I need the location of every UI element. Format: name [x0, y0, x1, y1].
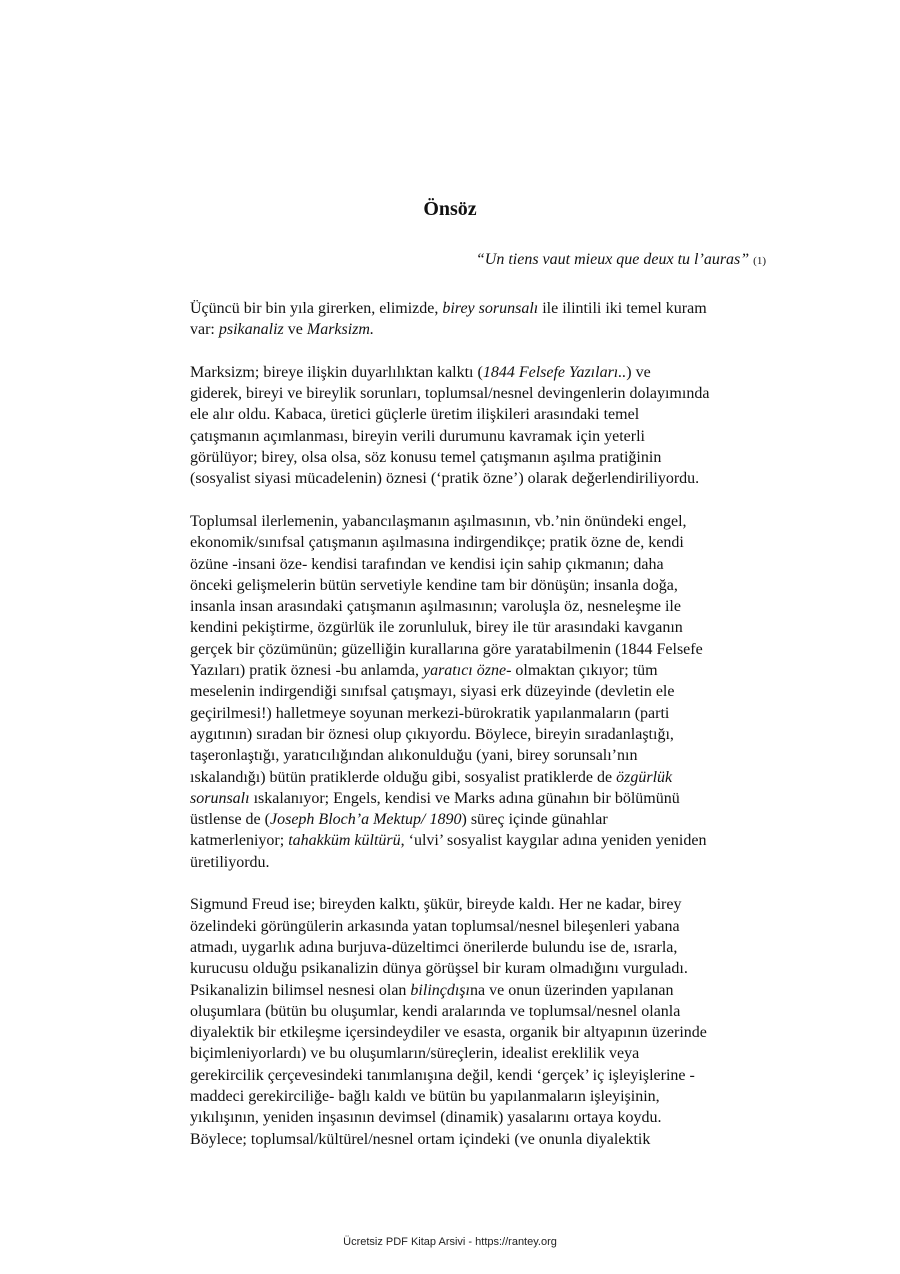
text-run: ) süreç içinde günahlar [461, 811, 608, 829]
text-line [190, 596, 770, 617]
text-run: Sigmund Freud ise; bireyden kalktı, şükür, bireyde kaldı. Her ne kadar, birey [190, 896, 682, 914]
text-line [190, 1129, 770, 1150]
text-line [190, 426, 770, 447]
text-run: özelindeki görüngülerin arkasında yatan toplumsal/nesnel bileşenleri yabana [190, 917, 680, 935]
text-run: görülüyor; birey, olsa olsa, söz konusu temel çatışmanın aşılma pratiğinin [190, 449, 662, 467]
text-line [190, 468, 770, 489]
text-line [190, 788, 770, 809]
text-line [190, 554, 770, 575]
text-run: çatışmanın açımlanması, bireyin verili durumunu kavramak için yeterli [190, 427, 645, 445]
emphasis-text: psikanaliz [218, 321, 284, 339]
text-run: diyalektik bir etkileşme içersindeydiler ve esasta, organik bir altyapının üzerinde [190, 1024, 707, 1042]
text-line [190, 1107, 770, 1128]
emphasis-text: yaratıcı özne [422, 662, 507, 680]
text-line [190, 937, 770, 958]
text-line [190, 745, 770, 766]
text-run: aygıtının) sıradan bir öznesi olup çıkıyordu. Böylece, bireyin sıradanlaştığı, [190, 725, 674, 743]
emphasis-text: sorunsalı [190, 789, 250, 807]
text-line [190, 298, 780, 319]
text-line [190, 767, 770, 788]
text-run: gerekircilik çerçevesindeki tanımlanışına değil, kendi ‘gerçek’ iç işleyişlerine - [190, 1066, 695, 1084]
text-line [190, 575, 770, 596]
text-run: kurucusu olduğu psikanalizin dünya görüşsel bir kuram olmadığını vurguladı. [190, 960, 688, 978]
text-run: var: [190, 321, 219, 339]
text-run: biçimleniyorlardı) ve bu oluşumların/süreçlerin, idealist ereklilik veya [190, 1045, 640, 1063]
text-line [190, 1086, 770, 1107]
emphasis-text: tahakküm kültürü [288, 832, 401, 850]
text-line [190, 681, 770, 702]
text-run: ekonomik/sınıfsal çatışmanın aşılmasına indirgendikçe; pratik özne de, kendi [190, 534, 684, 552]
text-run: kendini pekiştirme, özgürlük ile zorunluluk, birey ile tür arasındaki kavganın [190, 619, 683, 637]
text-line [190, 703, 770, 724]
text-run: geçirilmesi!) halletmeye soyunan merkezi-bürokratik yapılanmaların (parti [190, 704, 670, 722]
emphasis-text: özgürlük [616, 768, 673, 786]
text-line [190, 447, 770, 468]
text-run: ele alır oldu. Kabaca, üretici güçlerle üretim ilişkileri arasındaki temel [190, 406, 640, 424]
text-run: atmadı, uygarlık adına burjuva-düzeltimci önerilerde bulundu ise de, ısrarla, [190, 938, 678, 956]
emphasis-text: Joseph Bloch’a Mektup/ 1890 [269, 811, 462, 829]
text-run: gerçek bir çözümünün; güzelliğin kurallarına göre yaratabilmenin (1844 Felsefe [190, 640, 703, 658]
text-run: (sosyalist siyasi mücadelenin) öznesi (‘pratik özne’) olarak değerlendiriliyordu. [190, 470, 700, 488]
text-run: insanla insan arasındaki çatışmanın aşılmasının; varoluşla öz, nesneleşme ile [190, 598, 681, 616]
text-run: Üçüncü bir bin yıla girerken, elimizde, [190, 300, 443, 317]
paragraph [190, 511, 770, 873]
text-line [190, 830, 770, 851]
epigraph-footnote-ref: (1) [753, 255, 766, 267]
text-line [190, 809, 770, 830]
text-line [190, 1001, 770, 1022]
text-line [190, 724, 770, 745]
text-run: üstlense de ( [190, 811, 270, 829]
epigraph [476, 250, 766, 271]
text-run: , ‘ulvi’ sosyalist kaygılar adına yeniden yeniden [400, 832, 707, 850]
paragraph [190, 894, 770, 1150]
emphasis-text: birey sorunsalı [442, 300, 539, 317]
text-run: yıkılışının, yeniden inşasının devimsel (dinamik) yasalarını ortaya koydu. [190, 1109, 662, 1127]
emphasis-text: bilinçdışı [410, 981, 470, 999]
text-line [190, 1043, 770, 1064]
text-line [190, 660, 770, 681]
text-line [190, 319, 780, 340]
text-run: - olmaktan çıkıyor; tüm [506, 662, 658, 680]
text-run: ) ve [626, 363, 651, 381]
text-run: Marksizm; bireye ilişkin duyarlılıktan kalktı ( [190, 363, 483, 381]
text-line [190, 1065, 770, 1086]
text-line [190, 511, 770, 532]
text-line [190, 1022, 770, 1043]
text-run: Böylece; toplumsal/kültürel/nesnel ortam içindeki (ve onunla diyalektik [190, 1130, 651, 1148]
body-text [190, 298, 780, 1171]
footer-text: Ücretsiz PDF Kitap Arsivi - https://rantey.org [343, 1236, 557, 1248]
text-run: na ve onun üzerinden yapılanan [469, 981, 674, 999]
text-run: ile ilintili iki temel kuram [538, 300, 707, 317]
text-line [190, 894, 770, 915]
page-title: Önsöz [423, 198, 477, 220]
text-line [190, 852, 770, 873]
text-run: Toplumsal ilerlemenin, yabancılaşmanın aşılmasının, vb.’nin önündeki engel, [190, 512, 687, 530]
text-run: taşeronlaştığı, yaratıcılığından alıkonulduğu (yani, birey sorunsalı’nın [190, 747, 638, 765]
text-run: meselenin indirgendiği sınıfsal çatışmayı, siyasi erk düzeyinde (devletin ele [190, 683, 675, 701]
text-line [190, 362, 770, 383]
text-run: Yazıları) pratik öznesi -bu anlamda, [190, 662, 423, 680]
text-run: Psikanalizin bilimsel nesnesi olan [190, 981, 411, 999]
epigraph-quote: “Un tiens vaut mieux que deux tu l’auras” [475, 251, 750, 268]
emphasis-text: 1844 Felsefe Yazıları.. [482, 363, 627, 381]
paragraph [190, 362, 770, 490]
text-run: katmerleniyor; [190, 832, 289, 850]
text-line [190, 383, 770, 404]
text-run: ıskalandığı) bütün pratiklerde olduğu gibi, sosyalist pratiklerde de [190, 768, 617, 786]
text-line [190, 958, 770, 979]
text-line [190, 617, 770, 638]
text-run: önceki gelişmelerin bütün servetiyle kendine tam bir dönüşün; insanla doğa, [190, 576, 678, 594]
paragraph [190, 298, 780, 341]
text-run: ıskalanıyor; Engels, kendisi ve Marks adına günahın bir bölümünü [249, 789, 680, 807]
text-line [190, 532, 770, 553]
text-run: giderek, bireyi ve bireylik sorunları, toplumsal/nesnel devingenlerin dolayımında [190, 385, 710, 403]
text-line [190, 916, 770, 937]
text-line [190, 639, 770, 660]
text-line [190, 404, 770, 425]
text-run: ve [283, 321, 307, 339]
text-run: maddeci gerekirciliğe- bağlı kaldı ve bütün bu yapılanmaların işleyişinin, [190, 1087, 660, 1105]
text-run: özüne -insani öze- kendisi tarafından ve kendisi için sahip çıkmanın; daha [190, 555, 664, 573]
emphasis-text: Marksizm. [306, 321, 374, 339]
text-run: oluşumlara (bütün bu oluşumlar, kendi aralarında ve toplumsal/nesnel olanla [190, 1002, 681, 1020]
text-run: üretiliyordu. [190, 853, 270, 871]
text-line [190, 980, 770, 1001]
